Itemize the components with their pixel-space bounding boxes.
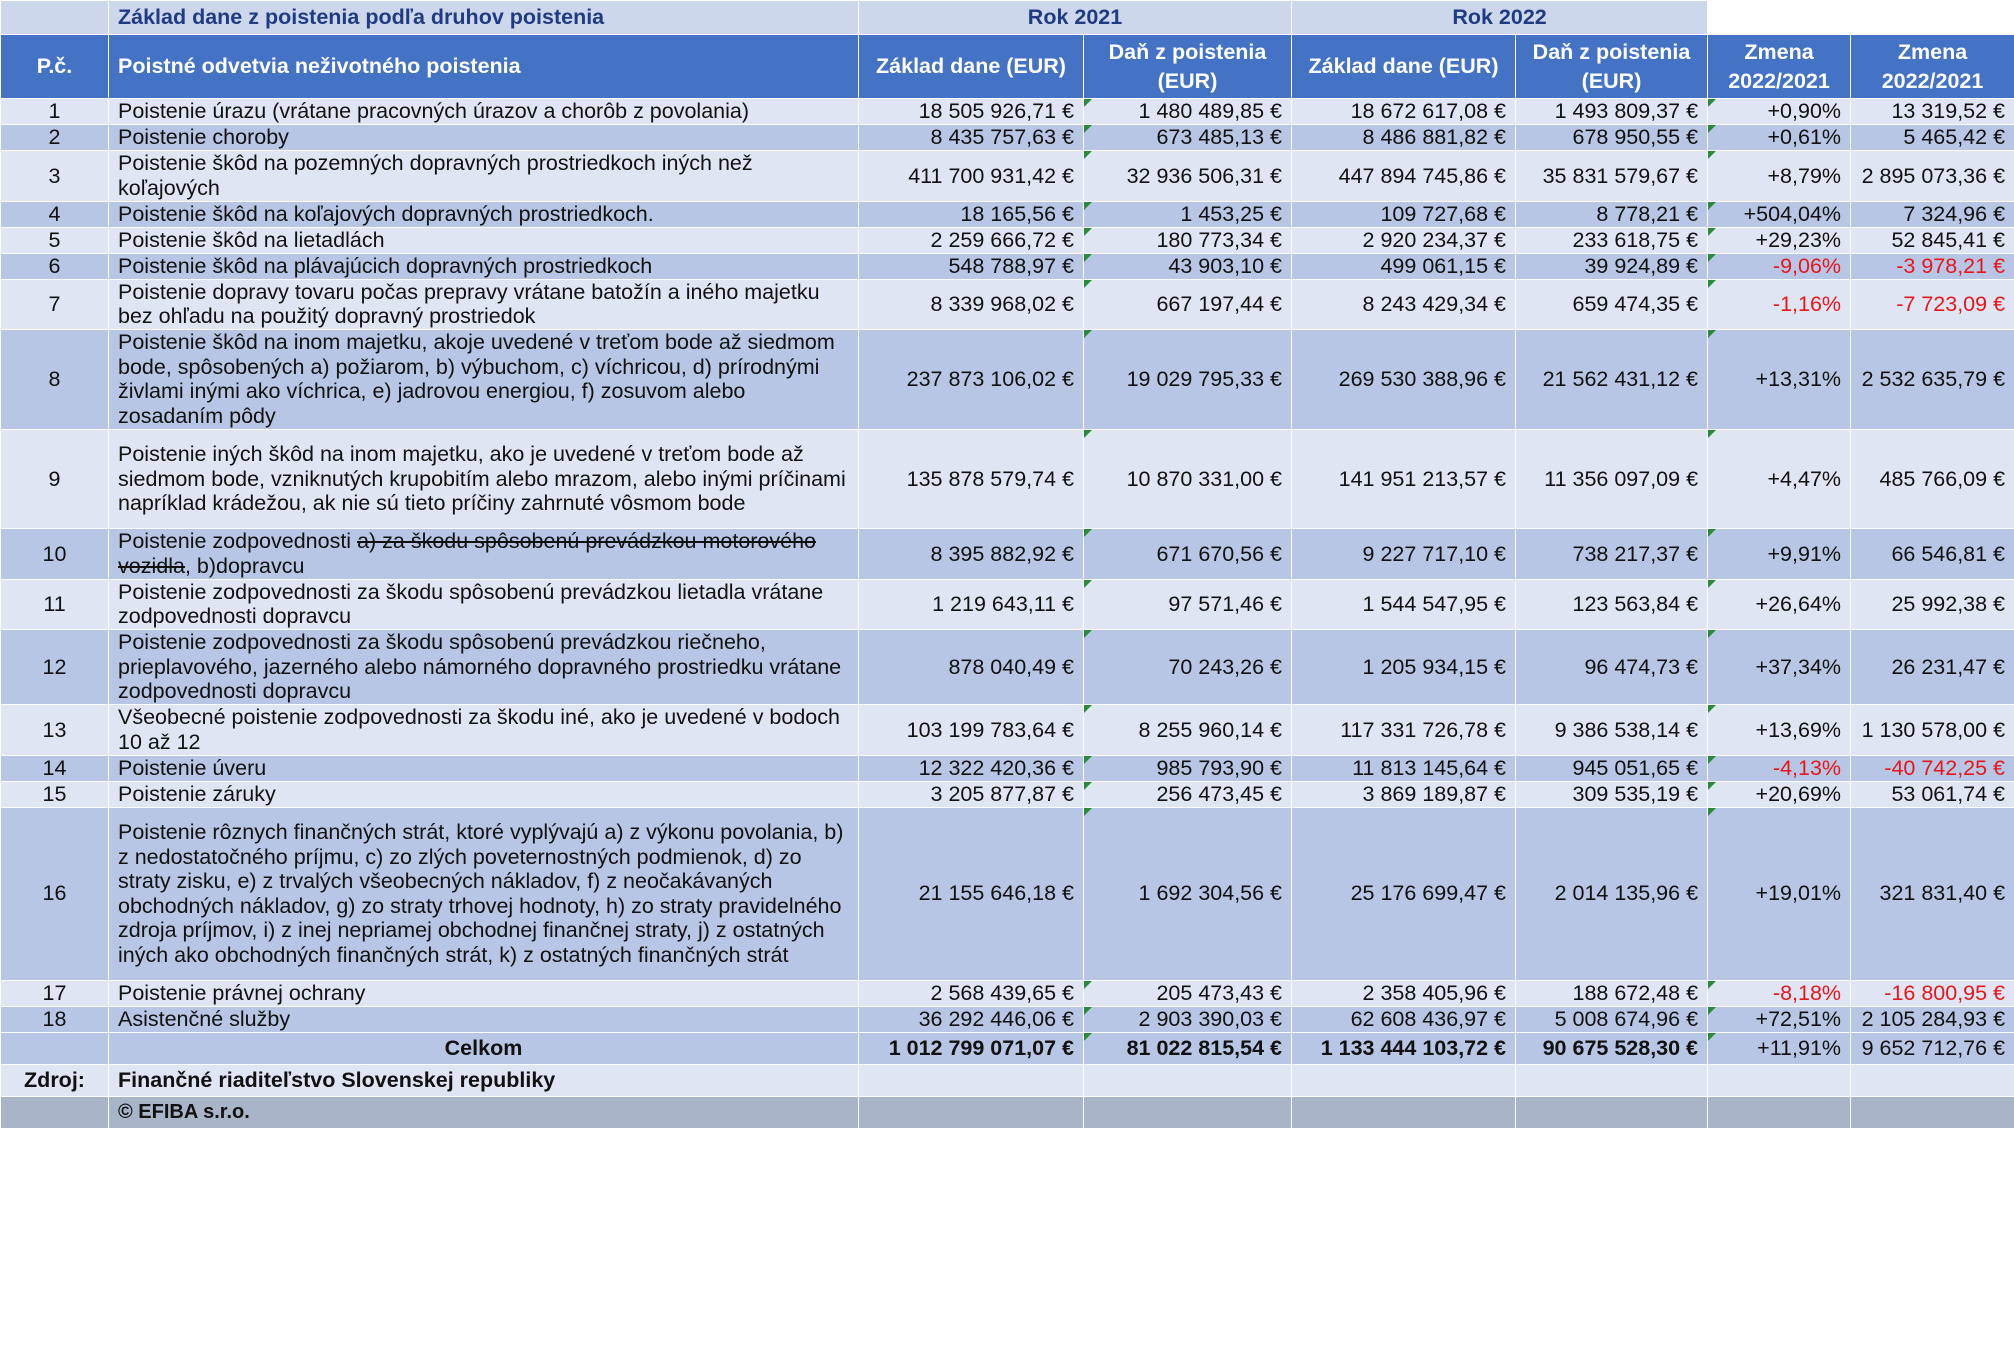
zmena-pct: +29,23% <box>1708 227 1851 253</box>
zaklad-2021: 36 292 446,06 € <box>859 1006 1084 1032</box>
table-row <box>1 755 2014 781</box>
dan-2022: 945 051,65 € <box>1516 755 1708 781</box>
dan-2022: 5 008 674,96 € <box>1516 1006 1708 1032</box>
total-zmena-abs: 9 652 712,76 € <box>1851 1032 2014 1064</box>
year-2022-header: Rok 2022 <box>1292 1 1708 35</box>
description-part: , b)dopravcu <box>184 553 305 578</box>
table-row <box>1 227 2014 253</box>
total-index <box>1 1032 109 1064</box>
dan-2022: 96 474,73 € <box>1516 630 1708 705</box>
row-number: 9 <box>1 429 109 529</box>
header-zaklad-2021: Základ dane (EUR) <box>859 35 1084 99</box>
zaklad-2022: 499 061,15 € <box>1292 253 1516 279</box>
total-dan-2021: 81 022 815,54 € <box>1084 1032 1292 1064</box>
zaklad-2021: 3 205 877,87 € <box>859 781 1084 807</box>
source-value: Finančné riaditeľstvo Slovenskej republiky <box>109 1064 859 1096</box>
copyright-row <box>1 1096 2014 1128</box>
zaklad-2022: 3 869 189,87 € <box>1292 781 1516 807</box>
row-description: Všeobecné poistenie zodpovednosti za škodu iné, ako je uvedené v bodoch 10 až 12 <box>109 705 859 756</box>
blank-cell <box>1851 1 2014 35</box>
dan-2021: 97 571,46 € <box>1084 579 1292 630</box>
zmena-abs: 5 465,42 € <box>1851 125 2014 151</box>
row-number: 7 <box>1 279 109 330</box>
row-number: 1 <box>1 99 109 125</box>
total-label: Celkom <box>109 1032 859 1064</box>
total-zaklad-2022: 1 133 444 103,72 € <box>1292 1032 1516 1064</box>
zmena-pct: +9,91% <box>1708 529 1851 580</box>
table-row <box>1 151 2014 202</box>
zaklad-2021: 2 568 439,65 € <box>859 980 1084 1006</box>
total-zaklad-2021: 1 012 799 071,07 € <box>859 1032 1084 1064</box>
zaklad-2022: 18 672 617,08 € <box>1292 99 1516 125</box>
row-number: 6 <box>1 253 109 279</box>
zmena-abs: 26 231,47 € <box>1851 630 2014 705</box>
row-description: Poistenie škôd na lietadlách <box>109 227 859 253</box>
header-zmena-pct: Zmena 2022/2021 <box>1708 35 1851 99</box>
zaklad-2021: 8 435 757,63 € <box>859 125 1084 151</box>
struck-text: a) za škodu spôsobenú prevádzkou motorového vozidla <box>118 529 817 578</box>
zaklad-2022: 1 544 547,95 € <box>1292 579 1516 630</box>
zaklad-2022: 1 205 934,15 € <box>1292 630 1516 705</box>
table-row <box>1 529 2014 580</box>
row-description: Poistenie zodpovednosti za škodu spôsobenú prevádzkou riečneho, prieplavového, jazerného alebo námorného dopravného prostriedku vrátane zodpovednosti dopravcu <box>109 630 859 705</box>
dan-2022: 1 493 809,37 € <box>1516 99 1708 125</box>
zaklad-2021: 8 339 968,02 € <box>859 279 1084 330</box>
header-odvetvie: Poistné odvetvia neživotného poistenia <box>109 35 859 99</box>
empty-cell <box>859 1096 1084 1128</box>
zmena-pct: +72,51% <box>1708 1006 1851 1032</box>
dan-2021: 8 255 960,14 € <box>1084 705 1292 756</box>
source-row <box>1 1064 2014 1096</box>
title-corner <box>1 1 109 35</box>
zaklad-2021: 18 505 926,71 € <box>859 99 1084 125</box>
table-row <box>1 781 2014 807</box>
zmena-pct: -1,16% <box>1708 279 1851 330</box>
row-number: 15 <box>1 781 109 807</box>
table-row <box>1 125 2014 151</box>
zmena-pct: +37,34% <box>1708 630 1851 705</box>
table-row <box>1 980 2014 1006</box>
row-description: Poistenie choroby <box>109 125 859 151</box>
row-description: Poistenie právnej ochrany <box>109 980 859 1006</box>
zmena-pct: +0,61% <box>1708 125 1851 151</box>
zaklad-2021: 878 040,49 € <box>859 630 1084 705</box>
dan-2021: 256 473,45 € <box>1084 781 1292 807</box>
empty-cell <box>1516 1096 1708 1128</box>
zmena-pct: +4,47% <box>1708 429 1851 529</box>
zaklad-2021: 12 322 420,36 € <box>859 755 1084 781</box>
zmena-abs: -3 978,21 € <box>1851 253 2014 279</box>
zaklad-2022: 11 813 145,64 € <box>1292 755 1516 781</box>
empty-cell <box>1851 1096 2014 1128</box>
row-number: 13 <box>1 705 109 756</box>
dan-2021: 1 692 304,56 € <box>1084 807 1292 980</box>
table-row <box>1 1006 2014 1032</box>
table-row <box>1 579 2014 630</box>
empty-cell <box>1292 1096 1516 1128</box>
empty-cell <box>1292 1064 1516 1096</box>
zmena-abs: 66 546,81 € <box>1851 529 2014 580</box>
row-description: Poistenie dopravy tovaru počas prepravy vrátane batožín a iného majetku bez ohľadu na použitý dopravný prostriedok <box>109 279 859 330</box>
dan-2022: 233 618,75 € <box>1516 227 1708 253</box>
zmena-abs: 321 831,40 € <box>1851 807 2014 980</box>
zmena-pct: -4,13% <box>1708 755 1851 781</box>
zaklad-2022: 141 951 213,57 € <box>1292 429 1516 529</box>
zmena-abs: 1 130 578,00 € <box>1851 705 2014 756</box>
row-description: Poistenie rôznych finančných strát, ktoré vyplývajú a) z výkonu povolania, b) z nedostatočného príjmu, c) zo zlých poveternostných podmienok, d) zo straty zisku, e) z trvalých všeobecných nákladov, f) z neočakávaných obchodných nákladov, g) zo straty trhovej hodnoty, h) zo straty pravidelného zdroja príjmov, i) z inej nepriamej obchodnej finančnej straty, j) z ostatných iných ako obchodných finančných strát, k) z ostatných finančných strát <box>109 807 859 980</box>
dan-2022: 678 950,55 € <box>1516 125 1708 151</box>
dan-2021: 19 029 795,33 € <box>1084 330 1292 430</box>
row-number: 4 <box>1 201 109 227</box>
row-number: 5 <box>1 227 109 253</box>
zmena-abs: -40 742,25 € <box>1851 755 2014 781</box>
dan-2022: 123 563,84 € <box>1516 579 1708 630</box>
zmena-abs: -16 800,95 € <box>1851 980 2014 1006</box>
row-number: 11 <box>1 579 109 630</box>
total-row <box>1 1032 2014 1064</box>
total-zmena-pct: +11,91% <box>1708 1032 1851 1064</box>
zmena-pct: -8,18% <box>1708 980 1851 1006</box>
table-row <box>1 630 2014 705</box>
title-row <box>1 1 2014 35</box>
dan-2022: 11 356 097,09 € <box>1516 429 1708 529</box>
empty-cell <box>1851 1064 2014 1096</box>
dan-2022: 8 778,21 € <box>1516 201 1708 227</box>
zaklad-2021: 237 873 106,02 € <box>859 330 1084 430</box>
header-pc: P.č. <box>1 35 109 99</box>
zmena-pct: +26,64% <box>1708 579 1851 630</box>
row-number: 12 <box>1 630 109 705</box>
row-description: Poistenie iných škôd na inom majetku, ako je uvedené v treťom bode až siedmom bode, vzniknutých krupobitím alebo mrazom, alebo inými príčinami napríklad krádežou, ak nie sú tieto príčiny zahrnuté vôsmom bode <box>109 429 859 529</box>
zaklad-2022: 2 358 405,96 € <box>1292 980 1516 1006</box>
zaklad-2021: 2 259 666,72 € <box>859 227 1084 253</box>
zaklad-2022: 109 727,68 € <box>1292 201 1516 227</box>
header-zmena-abs: Zmena 2022/2021 <box>1851 35 2014 99</box>
dan-2022: 2 014 135,96 € <box>1516 807 1708 980</box>
description-part: Poistenie zodpovednosti <box>118 529 358 554</box>
zmena-abs: 7 324,96 € <box>1851 201 2014 227</box>
row-number: 18 <box>1 1006 109 1032</box>
zaklad-2021: 135 878 579,74 € <box>859 429 1084 529</box>
row-number: 2 <box>1 125 109 151</box>
dan-2021: 180 773,34 € <box>1084 227 1292 253</box>
zaklad-2022: 9 227 717,10 € <box>1292 529 1516 580</box>
table-row <box>1 201 2014 227</box>
table-row <box>1 807 2014 980</box>
zaklad-2022: 447 894 745,86 € <box>1292 151 1516 202</box>
table-row <box>1 429 2014 529</box>
table-title: Základ dane z poistenia podľa druhov poistenia <box>109 1 859 35</box>
zmena-pct: +8,79% <box>1708 151 1851 202</box>
row-description: Poistenie zodpovednosti za škodu spôsobenú prevádzkou lietadla vrátane zodpovednosti dopravcu <box>109 579 859 630</box>
zaklad-2022: 8 486 881,82 € <box>1292 125 1516 151</box>
empty-cell <box>1516 1064 1708 1096</box>
zmena-pct: +13,69% <box>1708 705 1851 756</box>
header-zaklad-2022: Základ dane (EUR) <box>1292 35 1516 99</box>
column-header-row <box>1 35 2014 99</box>
zaklad-2022: 8 243 429,34 € <box>1292 279 1516 330</box>
zaklad-2021: 411 700 931,42 € <box>859 151 1084 202</box>
dan-2022: 9 386 538,14 € <box>1516 705 1708 756</box>
zaklad-2021: 1 219 643,11 € <box>859 579 1084 630</box>
source-label: Zdroj: <box>1 1064 109 1096</box>
row-description: Poistenie škôd na koľajových dopravných prostriedkoch. <box>109 201 859 227</box>
total-dan-2022: 90 675 528,30 € <box>1516 1032 1708 1064</box>
zaklad-2022: 2 920 234,37 € <box>1292 227 1516 253</box>
row-description: Poistenie škôd na pozemných dopravných prostriedkoch iných než koľajových <box>109 151 859 202</box>
zaklad-2022: 25 176 699,47 € <box>1292 807 1516 980</box>
table-row <box>1 253 2014 279</box>
zmena-abs: 2 895 073,36 € <box>1851 151 2014 202</box>
zaklad-2022: 117 331 726,78 € <box>1292 705 1516 756</box>
row-number: 3 <box>1 151 109 202</box>
zmena-abs: 2 532 635,79 € <box>1851 330 2014 430</box>
zmena-abs: 2 105 284,93 € <box>1851 1006 2014 1032</box>
zmena-abs: 52 845,41 € <box>1851 227 2014 253</box>
blank-cell <box>1708 1 1851 35</box>
row-number: 14 <box>1 755 109 781</box>
zmena-abs: 13 319,52 € <box>1851 99 2014 125</box>
dan-2022: 35 831 579,67 € <box>1516 151 1708 202</box>
empty-cell <box>859 1064 1084 1096</box>
header-dan-2021: Daň z poistenia (EUR) <box>1084 35 1292 99</box>
table-row <box>1 279 2014 330</box>
zmena-pct: +19,01% <box>1708 807 1851 980</box>
empty-cell <box>1708 1064 1851 1096</box>
row-number: 17 <box>1 980 109 1006</box>
zmena-pct: +13,31% <box>1708 330 1851 430</box>
dan-2021: 1 453,25 € <box>1084 201 1292 227</box>
zmena-pct: +20,69% <box>1708 781 1851 807</box>
zaklad-2022: 269 530 388,96 € <box>1292 330 1516 430</box>
row-description: Poistenie úrazu (vrátane pracovných úrazov a chorôb z povolania) <box>109 99 859 125</box>
empty-cell <box>1084 1096 1292 1128</box>
dan-2021: 2 903 390,03 € <box>1084 1006 1292 1032</box>
empty-cell <box>1084 1064 1292 1096</box>
zaklad-2021: 103 199 783,64 € <box>859 705 1084 756</box>
zmena-pct: +504,04% <box>1708 201 1851 227</box>
copyright: © EFIBA s.r.o. <box>109 1096 859 1128</box>
row-number: 16 <box>1 807 109 980</box>
row-description: Poistenie škôd na inom majetku, akoje uvedené v treťom bode až siedmom bode, spôsobených a) požiarom, b) výbuchom, c) víchricou, d) prírodnými živlami inými ako víchrica, e) jadrovou energiou, f) zosuvom alebo zosadaním pôdy <box>109 330 859 430</box>
empty-cell <box>1 1096 109 1128</box>
dan-2021: 32 936 506,31 € <box>1084 151 1292 202</box>
zmena-pct: -9,06% <box>1708 253 1851 279</box>
dan-2022: 21 562 431,12 € <box>1516 330 1708 430</box>
dan-2021: 43 903,10 € <box>1084 253 1292 279</box>
zmena-pct: +0,90% <box>1708 99 1851 125</box>
dan-2021: 205 473,43 € <box>1084 980 1292 1006</box>
zmena-abs: -7 723,09 € <box>1851 279 2014 330</box>
row-description <box>109 529 859 580</box>
row-number: 10 <box>1 529 109 580</box>
row-description: Poistenie úveru <box>109 755 859 781</box>
table-row <box>1 705 2014 756</box>
row-description: Poistenie záruky <box>109 781 859 807</box>
table-row <box>1 99 2014 125</box>
dan-2021: 667 197,44 € <box>1084 279 1292 330</box>
dan-2021: 985 793,90 € <box>1084 755 1292 781</box>
zaklad-2021: 8 395 882,92 € <box>859 529 1084 580</box>
dan-2021: 671 670,56 € <box>1084 529 1292 580</box>
year-2021-header: Rok 2021 <box>859 1 1292 35</box>
dan-2022: 309 535,19 € <box>1516 781 1708 807</box>
dan-2022: 659 474,35 € <box>1516 279 1708 330</box>
header-dan-2022: Daň z poistenia (EUR) <box>1516 35 1708 99</box>
zaklad-2021: 21 155 646,18 € <box>859 807 1084 980</box>
empty-cell <box>1708 1096 1851 1128</box>
row-number: 8 <box>1 330 109 430</box>
zmena-abs: 53 061,74 € <box>1851 781 2014 807</box>
dan-2022: 738 217,37 € <box>1516 529 1708 580</box>
zaklad-2022: 62 608 436,97 € <box>1292 1006 1516 1032</box>
zaklad-2021: 548 788,97 € <box>859 253 1084 279</box>
dan-2022: 188 672,48 € <box>1516 980 1708 1006</box>
zaklad-2021: 18 165,56 € <box>859 201 1084 227</box>
dan-2021: 70 243,26 € <box>1084 630 1292 705</box>
dan-2021: 10 870 331,00 € <box>1084 429 1292 529</box>
dan-2021: 673 485,13 € <box>1084 125 1292 151</box>
row-description: Poistenie škôd na plávajúcich dopravných prostriedkoch <box>109 253 859 279</box>
zmena-abs: 485 766,09 € <box>1851 429 2014 529</box>
row-description: Asistenčné služby <box>109 1006 859 1032</box>
dan-2021: 1 480 489,85 € <box>1084 99 1292 125</box>
table-row <box>1 330 2014 430</box>
zmena-abs: 25 992,38 € <box>1851 579 2014 630</box>
dan-2022: 39 924,89 € <box>1516 253 1708 279</box>
